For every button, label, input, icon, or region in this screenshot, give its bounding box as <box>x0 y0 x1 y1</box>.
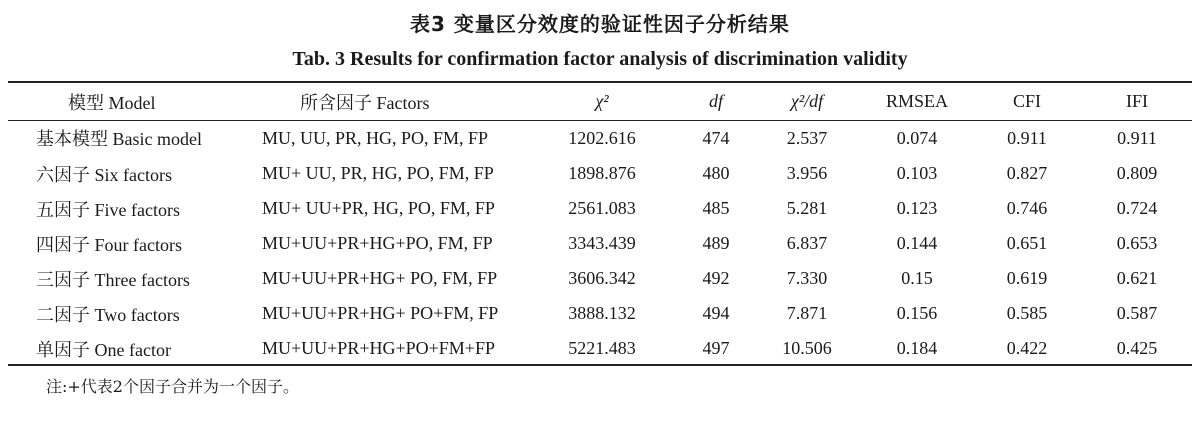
cell-ifi: 0.425 <box>1116 338 1158 358</box>
cell-rmsea: 0.123 <box>896 198 938 218</box>
cell-chi-square-df: 5.281 <box>786 198 828 218</box>
header-chi-square-df: χ²/df <box>790 91 824 111</box>
cell-model: 六因子 Six factors <box>36 164 172 185</box>
table-title-english: Tab. 3 Results for confirmation factor analysis of discrimination validity <box>292 48 908 70</box>
cell-ifi: 0.809 <box>1116 163 1158 183</box>
cell-df: 480 <box>702 163 730 183</box>
cell-cfi: 0.827 <box>1006 163 1048 183</box>
cell-cfi: 0.585 <box>1006 303 1048 323</box>
table-row <box>8 296 1192 331</box>
cell-df: 489 <box>702 233 730 253</box>
cell-ifi: 0.587 <box>1116 303 1158 323</box>
header-factors: 所含因子 Factors <box>300 92 430 113</box>
header-ifi: IFI <box>1126 91 1148 111</box>
cell-rmsea: 0.103 <box>896 163 938 183</box>
cell-chi-square: 5221.483 <box>568 338 636 358</box>
cell-chi-square: 1202.616 <box>568 127 636 148</box>
cell-model: 五因子 Five factors <box>36 199 180 220</box>
cell-chi-square: 3606.342 <box>568 268 636 288</box>
cell-chi-square-df: 3.956 <box>786 163 828 183</box>
cell-df: 494 <box>702 303 730 323</box>
table-row <box>8 226 1192 261</box>
cell-cfi: 0.651 <box>1006 233 1048 253</box>
cell-cfi: 0.746 <box>1006 198 1048 218</box>
cell-model: 二因子 Two factors <box>36 304 180 325</box>
cell-chi-square-df: 7.871 <box>786 303 828 323</box>
cell-chi-square: 3343.439 <box>568 233 636 253</box>
cell-cfi: 0.911 <box>1007 127 1047 148</box>
table-note: 注:+代表2个因子合并为一个因子。 <box>46 377 299 396</box>
cell-model: 三因子 Three factors <box>36 269 190 290</box>
cell-chi-square: 3888.132 <box>568 303 636 323</box>
cell-factors: MU+UU+PR+HG+PO+FM+FP <box>262 338 495 358</box>
cell-factors: MU+UU+PR+HG+ PO+FM, FP <box>262 303 499 323</box>
table-row <box>8 331 1192 366</box>
header-chi-square: χ² <box>595 91 609 111</box>
cell-df: 485 <box>702 198 730 218</box>
cell-cfi: 0.422 <box>1006 338 1048 358</box>
cell-df: 492 <box>702 268 730 288</box>
cell-chi-square-df: 10.506 <box>782 338 832 358</box>
cell-rmsea: 0.184 <box>896 338 938 358</box>
cell-model: 单因子 One factor <box>36 339 171 360</box>
cell-df: 497 <box>702 338 730 358</box>
cell-rmsea: 0.156 <box>896 303 938 323</box>
table-title-chinese: 表3 变量区分效度的验证性因子分析结果 <box>410 12 790 36</box>
cell-rmsea: 0.074 <box>896 127 938 148</box>
cell-factors: MU+ UU+PR, HG, PO, FM, FP <box>262 198 495 218</box>
table-body <box>8 120 1192 366</box>
cell-chi-square-df: 7.330 <box>786 268 828 288</box>
header-rmsea: RMSEA <box>885 91 948 111</box>
cell-ifi: 0.621 <box>1116 268 1158 288</box>
cell-ifi: 0.653 <box>1116 233 1158 253</box>
table-row <box>8 191 1192 226</box>
cell-rmsea: 0.144 <box>896 233 938 253</box>
cell-chi-square: 1898.876 <box>568 163 636 183</box>
results-table <box>8 83 1192 366</box>
cell-ifi: 0.724 <box>1116 198 1158 218</box>
header-df: df <box>708 91 723 111</box>
table-row <box>8 261 1192 296</box>
cell-factors: MU+UU+PR+HG+ PO, FM, FP <box>262 268 498 288</box>
header-cfi: CFI <box>1012 91 1041 111</box>
header-model: 模型 Model <box>68 92 156 113</box>
table-row <box>8 156 1192 191</box>
cell-factors: MU+ UU, PR, HG, PO, FM, FP <box>262 163 494 183</box>
cell-chi-square-df: 2.537 <box>786 127 828 148</box>
cell-df: 474 <box>702 127 730 148</box>
cell-cfi: 0.619 <box>1006 268 1048 288</box>
cell-factors: MU, UU, PR, HG, PO, FM, FP <box>262 127 489 148</box>
table-row <box>8 120 1192 156</box>
cell-rmsea: 0.15 <box>901 268 933 288</box>
cell-chi-square: 2561.083 <box>568 198 636 218</box>
cell-model: 四因子 Four factors <box>36 234 182 255</box>
cell-factors: MU+UU+PR+HG+PO, FM, FP <box>262 233 493 253</box>
cell-ifi: 0.911 <box>1117 127 1157 148</box>
cell-chi-square-df: 6.837 <box>786 233 828 253</box>
header-row <box>8 83 1192 120</box>
cell-model: 基本模型 Basic model <box>36 129 202 149</box>
